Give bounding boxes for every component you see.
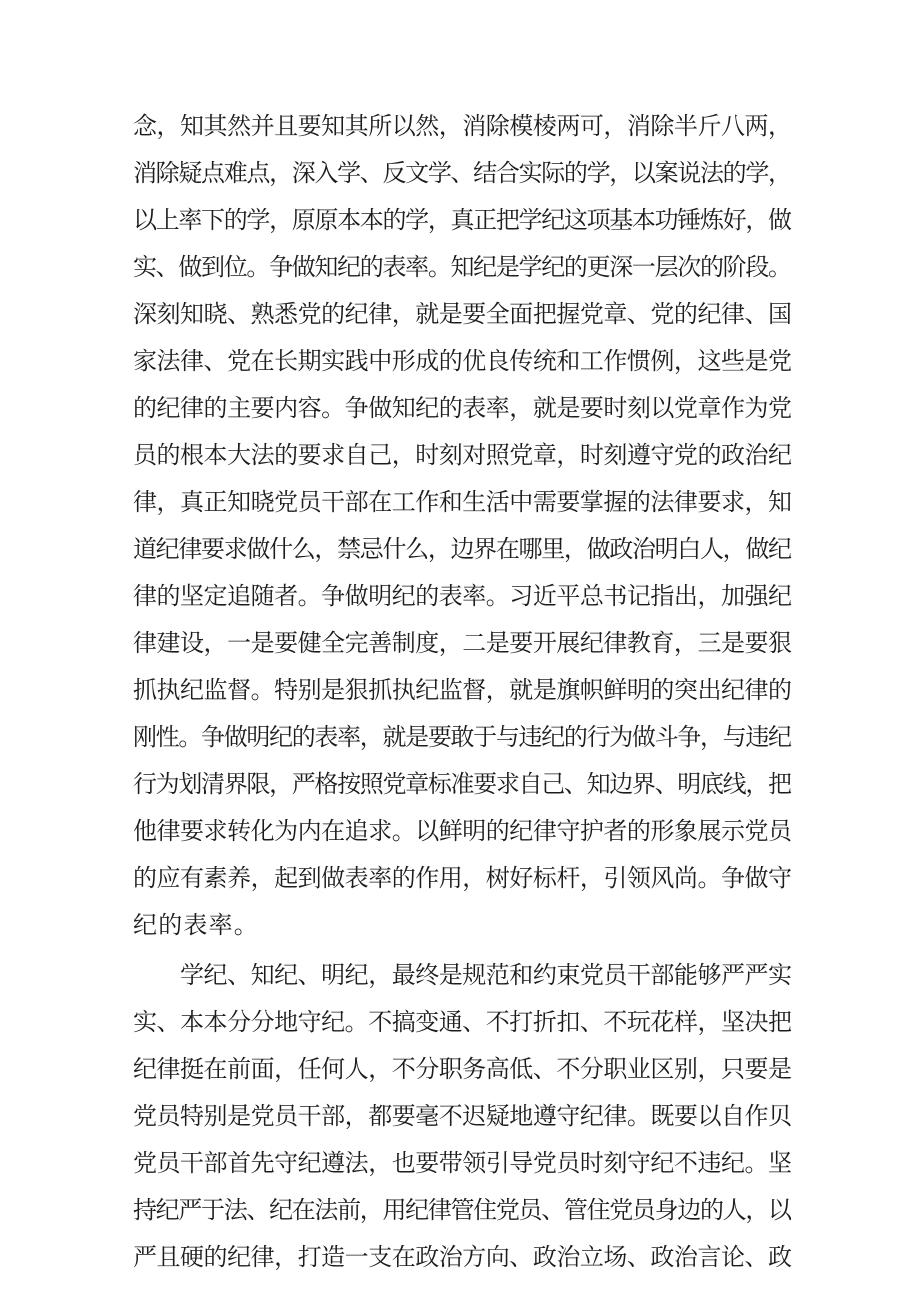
- text-line: 念，知其然并且要知其所以然，消除模棱两可，消除半斤八两，: [133, 112, 792, 140]
- text-line: 纪律挺在前面，任何人，不分职务高低、不分职业区别，只要是: [133, 1055, 792, 1083]
- text-line: 的应有素养，起到做表率的作用，树好标杆，引领风尚。争做守: [133, 864, 792, 892]
- text-line: 律建设，一是要健全完善制度，二是要开展纪律教育，三是要狠: [133, 629, 792, 657]
- text-line: 持纪严于法、纪在法前，用纪律管住党员、管住党员身边的人，以: [133, 1196, 791, 1224]
- text-line: 严且硬的纪律，打造一支在政治方向、政治立场、政治言论、政: [133, 1243, 792, 1271]
- text-line: 党员干部首先守纪遵法，也要带领引导党员时刻守纪不违纪。坚: [133, 1149, 792, 1177]
- text-line: 抓执纪监督。特别是狠抓执纪监督，就是旗帜鲜明的突出纪律的: [133, 676, 792, 704]
- text-line: 纪的表率。: [133, 911, 259, 939]
- text-line: 党员特别是党员干部，都要毫不迟疑地遵守纪律。既要以自作贝: [133, 1102, 792, 1130]
- text-line: 律的坚定追随者。争做明纪的表率。习近平总书记指出，加强纪: [133, 582, 792, 610]
- text-line: 律，真正知晓党员干部在工作和生活中需要掌握的法律要求，知: [133, 488, 792, 516]
- text-line: 的纪律的主要内容。争做知纪的表率，就是要时刻以党章作为党: [133, 394, 792, 422]
- text-line: 员的根本大法的要求自己，时刻对照党章，时刻遵守党的政治纪: [133, 441, 792, 469]
- text-line: 行为划清界限，严格按照党章标准要求自己、知边界、明底线，把: [133, 770, 791, 798]
- text-line: 消除疑点难点，深入学、反文学、结合实际的学，以案说法的学，: [133, 159, 791, 187]
- text-line: 深刻知晓、熟悉党的纪律，就是要全面把握党章、党的纪律、国: [133, 300, 792, 328]
- text-line: 实、本本分分地守纪。不搞变通、不打折扣、不玩花样，坚决把: [133, 1008, 792, 1036]
- text-line: 刚性。争做明纪的表率，就是要敢于与违纪的行为做斗争，与违纪: [133, 723, 791, 751]
- text-line: 道纪律要求做什么，禁忌什么，边界在哪里，做政治明白人，做纪: [133, 535, 791, 563]
- text-line: 家法律、党在长期实践中形成的优良传统和工作惯例，这些是党: [133, 347, 792, 375]
- text-line: 他律要求转化为内在追求。以鲜明的纪律守护者的形象展示党员: [133, 817, 792, 845]
- text-line: 以上率下的学，原原本本的学，真正把学纪这项基本功锤炼好，做: [133, 206, 791, 234]
- text-line: 学纪、知纪、明纪，最终是规范和约束党员干部能够严严实: [133, 961, 792, 989]
- text-line: 实、做到位。争做知纪的表率。知纪是学纪的更深一层次的阶段。: [133, 253, 791, 281]
